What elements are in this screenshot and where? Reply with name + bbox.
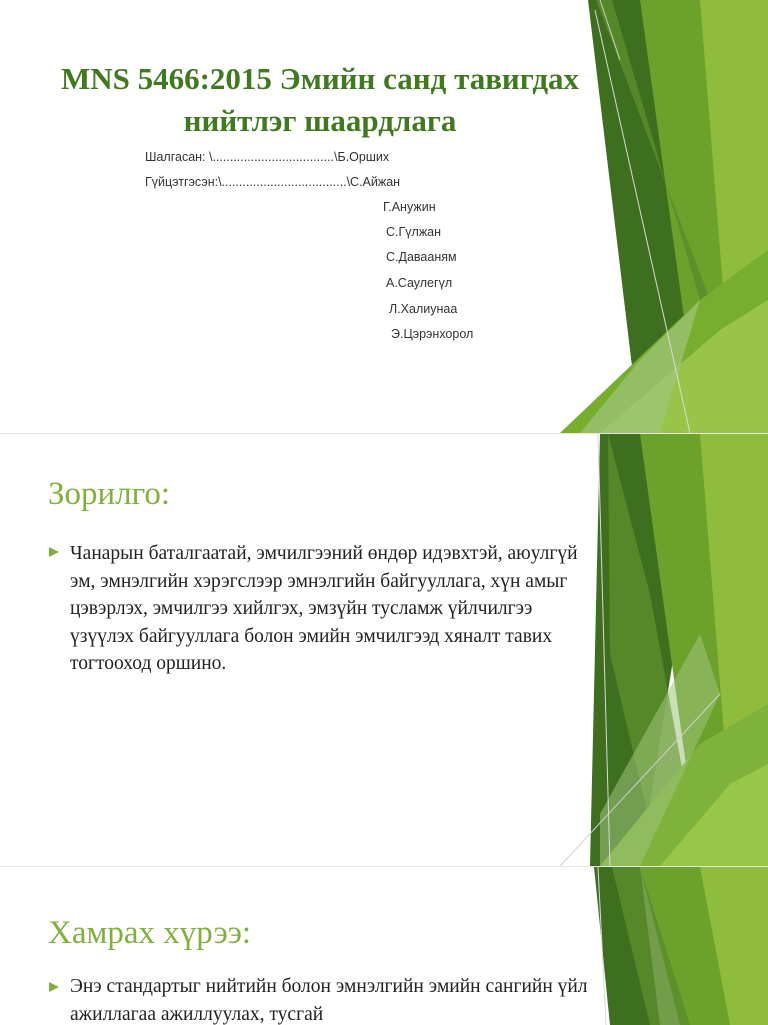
- triangle-bullet-icon: [48, 546, 60, 558]
- credits-block: [0, 0, 600, 433]
- goal-text: Чанарын баталгаатай, эмчилгээний өндөр идэвхтэй, аюулгүй эм, эмнэлгийн хэрэгслээр эмнэлгийн байгууллага, хүн амыг цэвэрлэх, эмчилгээ хийлгэх, эмзүйн тусламж үйлчилгээ үзүүлэх байгууллага болон эмийн эмчилгээд хяналт тавих тогтооход оршино.: [70, 543, 578, 674]
- credit-line: А.Саулегүл: [386, 276, 453, 290]
- credit-line: Гүйцэтгэсэн:\....................................\С.Айжан: [145, 175, 401, 189]
- credit-line: Г.Анужин: [383, 200, 436, 214]
- slide-scope: [0, 866, 768, 1025]
- credit-line: С.Давааням: [386, 250, 457, 264]
- slide-title: [0, 0, 768, 433]
- triangle-bullet-icon: [48, 981, 60, 993]
- section-heading: Хамрах хүрээ:: [48, 915, 252, 951]
- slide-goal: [0, 433, 768, 866]
- credit-line: Л.Халиунаа: [389, 302, 458, 316]
- credit-line: Э.Цэрэнхорол: [391, 327, 474, 341]
- slide-title-heading: MNS 5466:2015 Эмийн санд тавигдах нийтлэг шаардлага: [60, 61, 580, 138]
- credit-line: Шалгасан: \...................................\Б.Орших: [145, 150, 390, 164]
- scope-text: Энэ стандартыг нийтийн болон эмнэлгийн эмийн сангийн үйл ажиллагаа ажиллуулах, тусгай: [70, 976, 588, 1025]
- section-heading: Зорилго:: [48, 476, 171, 512]
- credit-line: С.Гүлжан: [386, 225, 442, 239]
